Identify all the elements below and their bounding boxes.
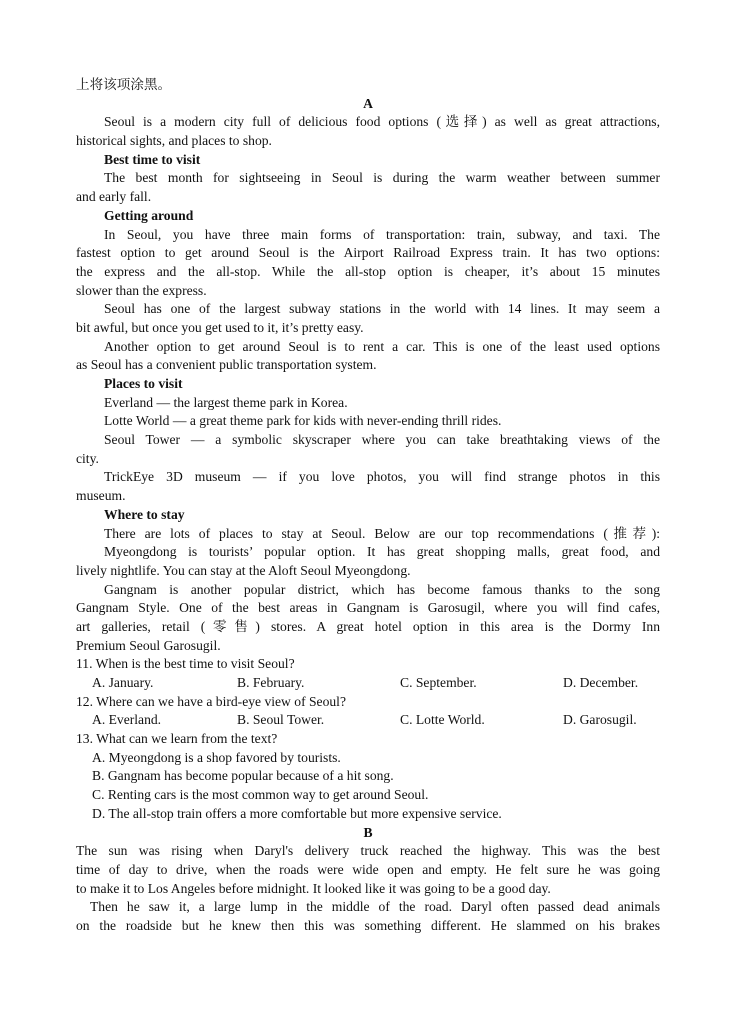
- place-item-cont: museum.: [76, 488, 126, 504]
- option-a: A. Myeongdong is a shop favored by tourists.: [92, 749, 341, 765]
- paragraph-line: the express and the all-stop. While the all-stop option is cheaper, it’s about 15 minutes: [76, 263, 660, 279]
- paragraph-line: historical sights, and places to shop.: [76, 133, 272, 149]
- question-stem-12: 12. Where can we have a bird-eye view of Seoul?: [76, 693, 346, 709]
- option-b: B. Gangnam has become popular because of a hit song.: [92, 768, 394, 784]
- paragraph-line: Myeongdong is tourists’ popular option. It has great shopping malls, great food, and: [104, 544, 660, 560]
- option-a: A. Everland.: [92, 712, 162, 728]
- paragraph-line: Gangnam is another popular district, which has become famous thanks to the song: [104, 581, 660, 597]
- section-heading-best-time: Best time to visit: [104, 151, 201, 167]
- place-item: Everland — the largest theme park in Korea.: [104, 394, 348, 410]
- option-d: D. Garosugil.: [563, 712, 637, 728]
- paragraph-line: Premium Seoul Garosugil.: [76, 637, 221, 653]
- question-stem-13: 13. What can we learn from the text?: [76, 731, 278, 747]
- paragraph-line: art galleries, retail (零售) stores. A great hotel option in this area is the Dormy Inn: [76, 618, 660, 634]
- section-heading-stay: Where to stay: [104, 506, 185, 522]
- paragraph-line: Then he saw it, a large lump in the middle of the road. Daryl often passed dead animals: [90, 899, 660, 915]
- paragraph-line: slower than the express.: [76, 282, 207, 298]
- question-options-11: [76, 674, 660, 693]
- paragraph-line: lively nightlife. You can stay at the Aloft Seoul Myeongdong.: [76, 562, 411, 578]
- paragraph-line: There are lots of places to stay at Seoul. Below are our top recommendations (推荐):: [104, 525, 660, 541]
- document-page: [76, 76, 660, 936]
- paragraph-line: Another option to get around Seoul is to rent a car. This is one of the least used options: [104, 338, 660, 354]
- passage-b-label: B: [363, 824, 373, 840]
- option-d: D. December.: [563, 675, 639, 690]
- paragraph-line: and early fall.: [76, 189, 152, 205]
- paragraph-line: as Seoul has a convenient public transportation system.: [76, 357, 377, 373]
- paragraph-line: Gangnam Style. One of the best areas in Gangnam is Garosugil, where you will find cafes,: [76, 600, 660, 616]
- paragraph-line: bit awful, but once you get used to it, it’s pretty easy.: [76, 319, 364, 335]
- section-heading-getting-around: Getting around: [104, 207, 194, 223]
- paragraph-line: Seoul has one of the largest subway stations in the world with 14 lines. It may seem a: [104, 301, 660, 317]
- paragraph-line: Seoul is a modern city full of delicious food options (选择) as well as great attractions,: [104, 114, 660, 130]
- place-item: TrickEye 3D museum — if you love photos, you will find strange photos in this: [104, 469, 660, 485]
- option-c: C. September.: [400, 675, 477, 690]
- paragraph-line: In Seoul, you have three main forms of transportation: train, subway, and taxi. The: [104, 226, 660, 242]
- place-item: Lotte World — a great theme park for kids with never-ending thrill rides.: [104, 413, 502, 429]
- question-stem-11: 11. When is the best time to visit Seoul?: [76, 656, 295, 672]
- paragraph-line: The best month for sightseeing in Seoul is during the warm weather between summer: [104, 170, 660, 186]
- passage-a-label: A: [363, 95, 373, 111]
- place-item: Seoul Tower — a symbolic skyscraper where you can take breathtaking views of the: [104, 432, 660, 448]
- option-c: C. Renting cars is the most common way to get around Seoul.: [92, 787, 429, 803]
- intro-line: 上将该项涂黑。: [76, 77, 172, 92]
- paragraph-line: on the roadside but he knew then this was something different. He slammed on his brakes: [76, 917, 660, 933]
- question-options-12: [76, 711, 660, 730]
- option-c: C. Lotte World.: [400, 712, 485, 728]
- paragraph-line: time of day to drive, when the roads were wide open and empty. He felt sure he was going: [76, 861, 660, 877]
- option-a: A. January.: [92, 675, 154, 690]
- option-b: B. February.: [237, 675, 305, 690]
- place-item-cont: city.: [76, 450, 99, 466]
- paragraph-line: fastest option to get around Seoul is the Airport Railroad Express train. It has two options:: [76, 245, 660, 261]
- option-d: D. The all-stop train offers a more comfortable but more expensive service.: [92, 805, 502, 821]
- paragraph-line: to make it to Los Angeles before midnight. It looked like it was going to be a good day.: [76, 880, 551, 896]
- paragraph-line: The sun was rising when Daryl's delivery truck reached the highway. This was the best: [76, 843, 660, 859]
- option-b: B. Seoul Tower.: [237, 712, 325, 728]
- section-heading-places: Places to visit: [104, 376, 183, 391]
